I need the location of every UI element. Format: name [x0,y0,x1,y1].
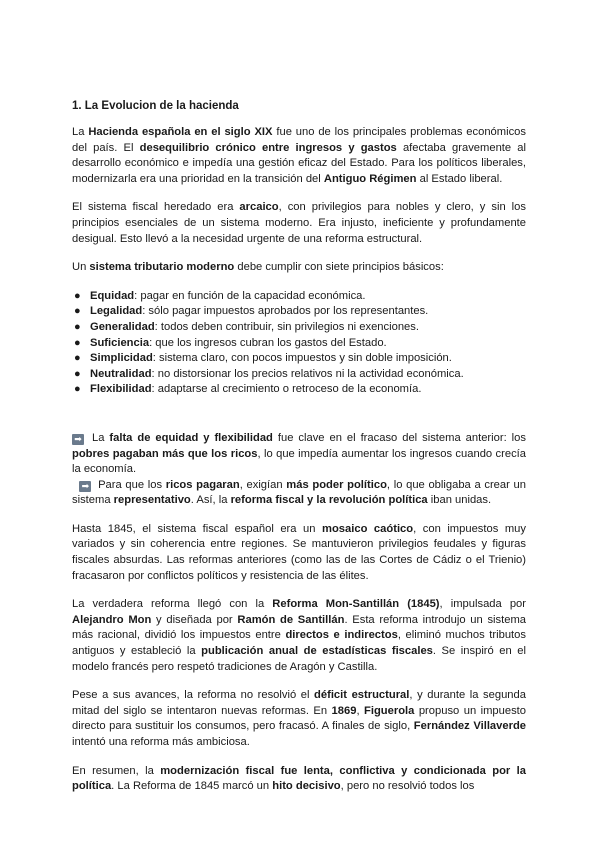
paragraph-principles-intro: Un sistema tributario moderno debe cumplir con siete principios básicos: [72,261,444,274]
bullet-icon: ● [74,289,81,302]
bullet-icon: ● [74,320,81,333]
bullet-icon: ● [74,352,81,365]
arrow-right-icon: ➡ [72,434,84,445]
paragraph-fiscal-system: El sistema fiscal heredado era arcaico, con privilegios para nobles y clero, y sin los principios esenciales de un sistema moderno. Era injusto, ineficiente y profundamente desigual. Esto llevó a la necesidad urgente de una reforma estructural. [72,201,526,245]
list-item: ● Suficiencia: que los ingresos cubran los gastos del Estado. [72,336,526,352]
paragraph-intro: La Hacienda española en el siglo XIX fue uno de los principales problemas económicos del país. El desequilibrio crónico entre ingresos y gastos afectaba gravemente al desarrollo económico e impedía una gestión eficaz del Estado. Para los políticos liberales, modernizarla era una prioridad en la transición del Antiguo Régimen al Estado liberal. [72,126,526,185]
list-item: ● Generalidad: todos deben contribuir, sin privilegios ni exenciones. [72,320,526,336]
note-political-power: ➡ Para que los ricos pagaran, exigían más poder político, lo que obligaba a crear un sistema representativo. Así, la reforma fiscal y la revolución política iban unidas. [72,478,526,507]
bullet-icon: ● [74,367,81,380]
bullet-icon: ● [74,305,81,318]
bullet-icon: ● [74,336,81,349]
section-heading: 1. La Evolucion de la hacienda [72,100,239,112]
document-page [72,100,526,795]
list-item: ● Flexibilidad: adaptarse al crecimiento o retroceso de la economía. [72,382,526,398]
paragraph-chaotic-mosaic: Hasta 1845, el sistema fiscal español era un mosaico caótico, con impuestos muy variados y sin coherencia entre regiones. Se mantuvieron privilegios feudales y figuras fiscales absurdas. Las reformas anteriores (como las de las Cortes de Cádiz o el Trienio) fracasaron por conflictos políticos y resistencia de las élites. [72,522,526,582]
list-item: ● Neutralidad: no distorsionar los precios relativos ni la actividad económica. [72,367,526,383]
paragraph-mon-santillan: La verdadera reforma llegó con la Reforma Mon-Santillán (1845), impulsada por Alejandro Mon y diseñada por Ramón de Santillán. Esta reforma introdujo un sistema más racional, dividió los impuestos entre directos e indirectos, eliminó muchos tributos antiguos y estableció la publicación anual de estadísticas fiscales. Se inspiró en el modelo francés pero respetó tradiciones de Aragón y Castilla. [72,598,526,673]
note-equity: ➡ La falta de equidad y flexibilidad fue clave en el fracaso del sistema anterior: los pobres pagaban más que los ricos, lo que impedía aumentar los ingresos cuando crecía la economía. [72,431,527,476]
list-item: ● Legalidad: sólo pagar impuestos aprobados por los representantes. [72,304,526,320]
list-item: ● Simplicidad: sistema claro, con pocos impuestos y sin doble imposición. [72,351,526,367]
arrow-right-icon: ➡ [79,481,91,492]
bullet-icon: ● [74,383,81,396]
spacer [72,411,526,431]
principles-list [72,289,526,398]
list-item: ● Equidad: pagar en función de la capacidad económica. [72,289,526,305]
paragraph-structural-deficit: Pese a sus avances, la reforma no resolvió el déficit estructural, y durante la segunda mitad del siglo se intentaron nuevas reformas. En 1869, Figuerola propuso un impuesto directo para sustituir los consumos, pero fracasó. A finales de siglo, Fernández Villaverde intentó una reforma más ambiciosa. [72,689,527,748]
paragraph-summary: En resumen, la modernización fiscal fue lenta, conflictiva y condicionada por la política. La Reforma de 1845 marcó un hito decisivo, pero no resolvió todos los [72,764,526,793]
